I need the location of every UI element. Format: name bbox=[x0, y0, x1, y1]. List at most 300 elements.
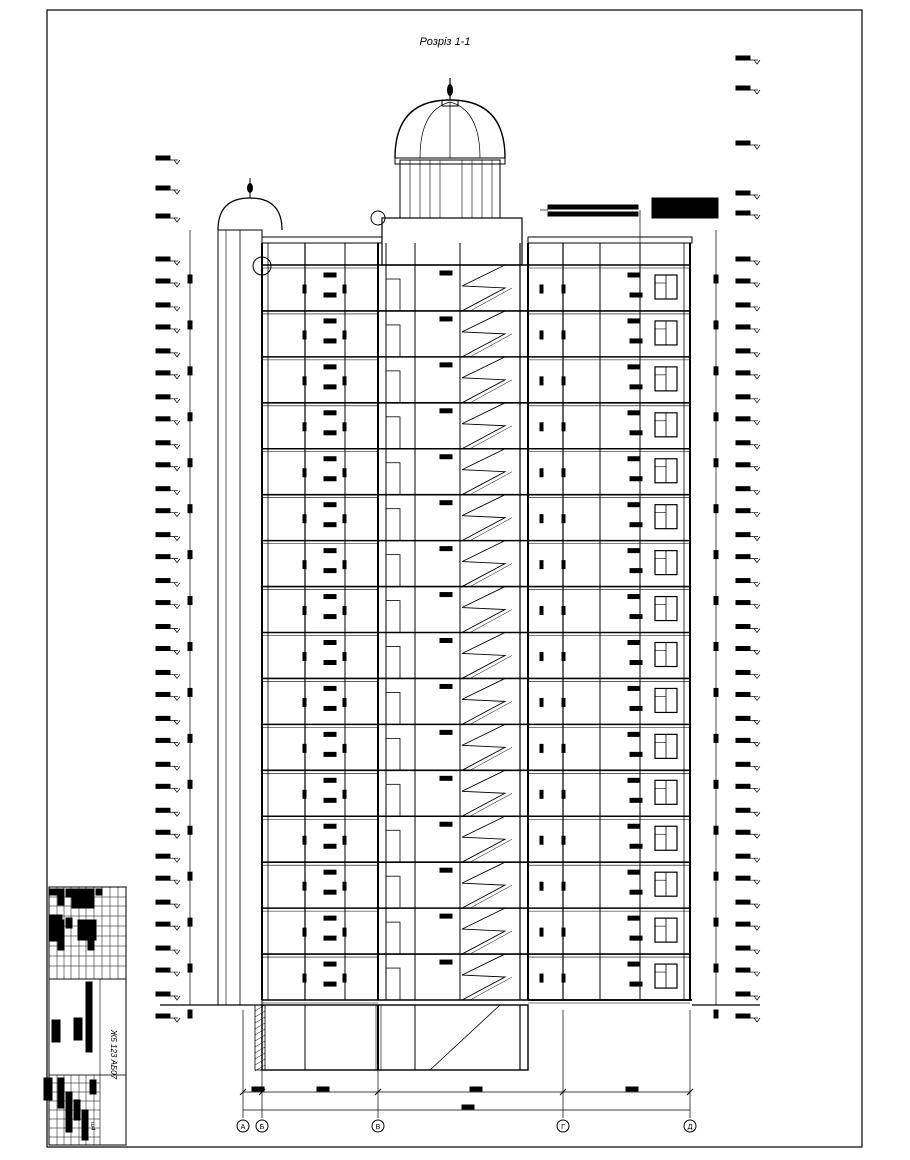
stamp-cell bbox=[58, 1078, 64, 1108]
elevation-label bbox=[736, 257, 750, 261]
level-note bbox=[440, 547, 452, 551]
column-mark bbox=[540, 515, 543, 523]
level-note bbox=[324, 273, 336, 277]
elevation-arrow bbox=[174, 375, 180, 379]
elevation-label bbox=[736, 487, 750, 491]
stamp-cell bbox=[44, 1078, 52, 1100]
elevation-label bbox=[156, 830, 170, 834]
hatch bbox=[255, 1017, 265, 1023]
elevation-arrow bbox=[174, 329, 180, 333]
elevation-arrow bbox=[174, 261, 180, 265]
elevation-label bbox=[736, 784, 750, 788]
level-note bbox=[440, 363, 452, 367]
elevation-label bbox=[156, 555, 170, 559]
level-note bbox=[324, 661, 336, 665]
column-mark bbox=[540, 653, 543, 661]
stamp-cell bbox=[66, 1092, 72, 1132]
dim-tick bbox=[188, 597, 192, 605]
level-note bbox=[628, 641, 640, 645]
elevation-arrow bbox=[754, 629, 760, 633]
dim-tick bbox=[714, 505, 718, 513]
dim-value bbox=[462, 1105, 474, 1109]
elevation-label bbox=[736, 211, 750, 215]
level-note bbox=[440, 501, 452, 505]
dim-tick bbox=[188, 413, 192, 421]
column-mark bbox=[540, 423, 543, 431]
note-block bbox=[548, 212, 638, 216]
column-mark bbox=[343, 836, 346, 844]
level-note bbox=[440, 730, 452, 734]
elevation-label bbox=[736, 876, 750, 880]
elevation-label bbox=[156, 968, 170, 972]
elevation-label bbox=[736, 854, 750, 858]
dim-tick bbox=[714, 551, 718, 559]
column-mark bbox=[303, 790, 306, 798]
level-note bbox=[630, 890, 642, 894]
foundation-wall bbox=[255, 1005, 265, 1070]
level-note bbox=[440, 822, 452, 826]
column-mark bbox=[303, 469, 306, 477]
column-mark bbox=[303, 836, 306, 844]
level-note bbox=[630, 936, 642, 940]
column-mark bbox=[303, 698, 306, 706]
dome-cornice bbox=[395, 158, 505, 164]
elevation-arrow bbox=[754, 766, 760, 770]
column-mark bbox=[343, 698, 346, 706]
stamp-cell bbox=[52, 1020, 60, 1042]
column-mark bbox=[540, 744, 543, 752]
elevation-arrow bbox=[174, 720, 180, 724]
stair-rail bbox=[470, 288, 512, 311]
title-block bbox=[44, 887, 126, 1145]
door-opening bbox=[386, 830, 400, 862]
elevation-label bbox=[736, 808, 750, 812]
stair-rail bbox=[470, 518, 512, 541]
stamp-cell bbox=[86, 982, 92, 1052]
elevation-label bbox=[156, 692, 170, 696]
level-note bbox=[630, 844, 642, 848]
elevation-label bbox=[156, 854, 170, 858]
level-note bbox=[324, 706, 336, 710]
dim-tick bbox=[188, 551, 192, 559]
column-mark bbox=[343, 882, 346, 890]
level-note bbox=[630, 752, 642, 756]
level-note bbox=[628, 365, 640, 369]
elevation-label bbox=[156, 349, 170, 353]
level-note bbox=[630, 661, 642, 665]
level-note bbox=[630, 293, 642, 297]
stamp-cell bbox=[58, 889, 64, 905]
level-note bbox=[324, 569, 336, 573]
level-note bbox=[630, 477, 642, 481]
elevation-label bbox=[736, 1014, 750, 1018]
elevation-arrow bbox=[754, 60, 760, 64]
level-note bbox=[324, 615, 336, 619]
column-mark bbox=[562, 882, 565, 890]
drawing-title: Розріз 1-1 bbox=[419, 36, 471, 48]
door-opening bbox=[386, 922, 400, 954]
elevation-arrow bbox=[174, 467, 180, 471]
level-note bbox=[440, 455, 452, 459]
stamp-cell bbox=[90, 1080, 96, 1094]
column-mark bbox=[343, 790, 346, 798]
column-mark bbox=[343, 377, 346, 385]
column-mark bbox=[343, 607, 346, 615]
elevation-arrow bbox=[754, 375, 760, 379]
axis-label-3: Г bbox=[561, 1124, 565, 1131]
elevation-arrow bbox=[174, 1018, 180, 1022]
stamp-cell bbox=[96, 889, 102, 895]
elevation-arrow bbox=[174, 160, 180, 164]
dim-tick bbox=[188, 505, 192, 513]
hatch bbox=[255, 1041, 265, 1047]
elevation-arrow bbox=[174, 674, 180, 678]
column-mark bbox=[562, 515, 565, 523]
elevation-label bbox=[156, 533, 170, 537]
level-note bbox=[630, 569, 642, 573]
elevation-arrow bbox=[174, 834, 180, 838]
column-mark bbox=[562, 285, 565, 293]
level-note bbox=[440, 914, 452, 918]
basement bbox=[262, 1005, 528, 1070]
stair-rail bbox=[470, 380, 512, 403]
level-note bbox=[324, 778, 336, 782]
elevation-label bbox=[156, 922, 170, 926]
level-note bbox=[630, 798, 642, 802]
elevation-label bbox=[736, 692, 750, 696]
elevation-label bbox=[736, 625, 750, 629]
dome-rib bbox=[450, 102, 480, 158]
level-note bbox=[440, 409, 452, 413]
column-mark bbox=[303, 607, 306, 615]
elevation-label bbox=[156, 946, 170, 950]
stair-flight bbox=[462, 357, 505, 403]
stair-flight bbox=[462, 495, 505, 541]
elevation-arrow bbox=[754, 742, 760, 746]
column-mark bbox=[343, 515, 346, 523]
elevation-arrow bbox=[754, 696, 760, 700]
elevation-label bbox=[736, 279, 750, 283]
elevation-label bbox=[156, 487, 170, 491]
elevation-label bbox=[156, 1014, 170, 1018]
elevation-arrow bbox=[174, 696, 180, 700]
hatch bbox=[255, 1053, 265, 1059]
level-note bbox=[630, 523, 642, 527]
level-note bbox=[324, 365, 336, 369]
level-note bbox=[324, 503, 336, 507]
elevation-label bbox=[156, 463, 170, 467]
elevation-label bbox=[736, 509, 750, 513]
level-note bbox=[324, 477, 336, 481]
level-note bbox=[440, 593, 452, 597]
elevation-label bbox=[736, 56, 750, 60]
elevation-arrow bbox=[174, 583, 180, 587]
stair-flight bbox=[462, 633, 505, 679]
level-note bbox=[628, 686, 640, 690]
level-note bbox=[324, 844, 336, 848]
dim-tick bbox=[188, 367, 192, 375]
level-note bbox=[324, 641, 336, 645]
elevation-label bbox=[156, 579, 170, 583]
elevation-label bbox=[736, 371, 750, 375]
door-opening bbox=[386, 876, 400, 908]
level-note bbox=[628, 778, 640, 782]
elevation-label bbox=[736, 555, 750, 559]
dim-tick bbox=[714, 826, 718, 834]
axis-label-1: Б bbox=[259, 1124, 265, 1131]
small-dome-finial bbox=[247, 183, 253, 193]
level-note bbox=[440, 960, 452, 964]
elevation-arrow bbox=[754, 904, 760, 908]
level-note bbox=[324, 870, 336, 874]
elevation-arrow bbox=[754, 583, 760, 587]
dim-tick bbox=[188, 1010, 192, 1018]
level-note bbox=[628, 549, 640, 553]
elevation-arrow bbox=[754, 880, 760, 884]
dim-tick bbox=[188, 734, 192, 742]
elevation-arrow bbox=[174, 559, 180, 563]
note-block bbox=[548, 205, 638, 209]
door-opening bbox=[386, 371, 400, 403]
column-mark bbox=[562, 928, 565, 936]
elevation-label bbox=[156, 509, 170, 513]
dim-value bbox=[252, 1087, 264, 1091]
elevation-label bbox=[156, 303, 170, 307]
level-note bbox=[628, 457, 640, 461]
elevation-arrow bbox=[754, 674, 760, 678]
column-mark bbox=[562, 561, 565, 569]
column-mark bbox=[562, 698, 565, 706]
stair-rail bbox=[470, 931, 512, 954]
stair-rail bbox=[470, 839, 512, 862]
stamp-cell bbox=[74, 1100, 80, 1120]
elevation-arrow bbox=[174, 445, 180, 449]
elevation-arrow bbox=[754, 145, 760, 149]
elevation-label bbox=[156, 257, 170, 261]
elevation-arrow bbox=[754, 307, 760, 311]
level-note bbox=[324, 293, 336, 297]
level-note bbox=[324, 916, 336, 920]
elevation-label bbox=[156, 670, 170, 674]
elevation-arrow bbox=[174, 950, 180, 954]
door-opening bbox=[386, 692, 400, 724]
door-opening bbox=[386, 279, 400, 311]
column-mark bbox=[303, 882, 306, 890]
elevation-arrow bbox=[754, 215, 760, 219]
elevation-arrow bbox=[754, 399, 760, 403]
elevation-label bbox=[156, 992, 170, 996]
dim-tick bbox=[714, 321, 718, 329]
level-note bbox=[628, 962, 640, 966]
level-note bbox=[630, 431, 642, 435]
stamp-cell bbox=[58, 920, 64, 950]
column-mark bbox=[303, 744, 306, 752]
elevation-label bbox=[736, 762, 750, 766]
elevation-arrow bbox=[754, 559, 760, 563]
column-mark bbox=[562, 607, 565, 615]
elevation-label bbox=[156, 716, 170, 720]
stair-flight bbox=[462, 770, 505, 816]
stair-flight bbox=[462, 678, 505, 724]
elevation-arrow bbox=[174, 537, 180, 541]
dim-tick bbox=[714, 367, 718, 375]
column-mark bbox=[540, 607, 543, 615]
dim-tick bbox=[714, 275, 718, 283]
stair-flight bbox=[462, 403, 505, 449]
level-note bbox=[628, 732, 640, 736]
elevation-arrow bbox=[174, 399, 180, 403]
elevation-arrow bbox=[174, 972, 180, 976]
elevation-label bbox=[156, 762, 170, 766]
elevation-arrow bbox=[754, 605, 760, 609]
level-note bbox=[628, 824, 640, 828]
level-note bbox=[324, 385, 336, 389]
column-mark bbox=[540, 974, 543, 982]
elevation-arrow bbox=[174, 880, 180, 884]
elevation-label bbox=[156, 601, 170, 605]
elevation-arrow bbox=[754, 421, 760, 425]
door-opening bbox=[386, 509, 400, 541]
elevation-label bbox=[156, 808, 170, 812]
dim-tick bbox=[188, 321, 192, 329]
stair-flight bbox=[462, 954, 505, 1000]
elevation-label bbox=[736, 441, 750, 445]
level-note bbox=[324, 549, 336, 553]
elevation-label bbox=[736, 601, 750, 605]
dim-tick bbox=[714, 734, 718, 742]
elevation-arrow bbox=[174, 926, 180, 930]
basement-stair bbox=[430, 1005, 500, 1070]
level-note bbox=[628, 595, 640, 599]
dim-value bbox=[470, 1087, 482, 1091]
column-mark bbox=[303, 653, 306, 661]
hatch bbox=[255, 1059, 265, 1065]
column-mark bbox=[540, 698, 543, 706]
column-mark bbox=[562, 377, 565, 385]
level-note bbox=[440, 317, 452, 321]
elevation-arrow bbox=[754, 491, 760, 495]
level-note bbox=[324, 686, 336, 690]
hatch bbox=[255, 1047, 265, 1053]
small-dome bbox=[218, 198, 282, 230]
elevation-arrow bbox=[174, 766, 180, 770]
column-mark bbox=[562, 790, 565, 798]
elevation-arrow bbox=[754, 445, 760, 449]
dim-tick bbox=[188, 826, 192, 834]
column-mark bbox=[540, 285, 543, 293]
dim-tick bbox=[714, 964, 718, 972]
level-note bbox=[628, 273, 640, 277]
elevation-label bbox=[156, 625, 170, 629]
stair-rail bbox=[470, 793, 512, 816]
elevation-label bbox=[156, 876, 170, 880]
elevation-label bbox=[736, 417, 750, 421]
stair-rail bbox=[470, 885, 512, 908]
stamp-cell bbox=[78, 920, 96, 940]
dim-tick bbox=[188, 459, 192, 467]
level-note bbox=[324, 982, 336, 986]
level-note bbox=[630, 339, 642, 343]
door-opening bbox=[386, 968, 400, 1000]
level-note bbox=[324, 411, 336, 415]
stair-flight bbox=[462, 908, 505, 954]
level-note bbox=[324, 890, 336, 894]
elevation-label bbox=[156, 279, 170, 283]
door-opening bbox=[386, 325, 400, 357]
column-mark bbox=[303, 377, 306, 385]
main-dome-finial bbox=[447, 84, 453, 96]
elevation-label bbox=[736, 463, 750, 467]
stair-rail bbox=[470, 426, 512, 449]
column-mark bbox=[343, 744, 346, 752]
elevation-arrow bbox=[754, 788, 760, 792]
stair-rail bbox=[470, 334, 512, 357]
column-mark bbox=[343, 469, 346, 477]
level-note bbox=[324, 962, 336, 966]
column-mark bbox=[540, 469, 543, 477]
dim-tick bbox=[714, 643, 718, 651]
column-mark bbox=[343, 423, 346, 431]
stair-flight bbox=[462, 311, 505, 357]
level-note bbox=[440, 271, 452, 275]
axis-label-2: В bbox=[375, 1124, 381, 1131]
elevation-arrow bbox=[174, 307, 180, 311]
elevation-label bbox=[736, 191, 750, 195]
elevation-label bbox=[736, 830, 750, 834]
column-mark bbox=[540, 377, 543, 385]
elevation-label bbox=[736, 716, 750, 720]
elevation-arrow bbox=[174, 190, 180, 194]
elevation-arrow bbox=[174, 788, 180, 792]
column-mark bbox=[343, 331, 346, 339]
elevation-label bbox=[736, 968, 750, 972]
elevation-arrow bbox=[174, 513, 180, 517]
hatch bbox=[255, 1005, 265, 1011]
dim-tick bbox=[188, 643, 192, 651]
stair-rail bbox=[470, 655, 512, 678]
elevation-arrow bbox=[174, 904, 180, 908]
hatch bbox=[255, 1035, 265, 1041]
dim-tick bbox=[714, 597, 718, 605]
elevation-arrow bbox=[754, 195, 760, 199]
column-mark bbox=[562, 836, 565, 844]
stair-flight bbox=[462, 449, 505, 495]
dim-tick bbox=[188, 964, 192, 972]
elevation-arrow bbox=[754, 283, 760, 287]
elevation-label bbox=[736, 922, 750, 926]
elevation-label bbox=[736, 670, 750, 674]
elevation-label bbox=[736, 647, 750, 651]
column-mark bbox=[562, 331, 565, 339]
elevation-arrow bbox=[174, 283, 180, 287]
parapet-left bbox=[262, 237, 382, 243]
level-note bbox=[440, 639, 452, 643]
column-mark bbox=[303, 285, 306, 293]
level-note bbox=[324, 936, 336, 940]
elevation-label bbox=[156, 214, 170, 218]
door-opening bbox=[386, 463, 400, 495]
level-note bbox=[628, 870, 640, 874]
elevation-label bbox=[156, 156, 170, 160]
sheet-number: ш4 bbox=[89, 1122, 95, 1131]
stair-flight bbox=[462, 541, 505, 587]
column-mark bbox=[562, 653, 565, 661]
stair-rail bbox=[470, 701, 512, 724]
stamp-cell bbox=[50, 889, 57, 895]
stair-rail bbox=[470, 977, 512, 1000]
axis-markers bbox=[237, 1120, 696, 1132]
note-block bbox=[652, 198, 718, 218]
